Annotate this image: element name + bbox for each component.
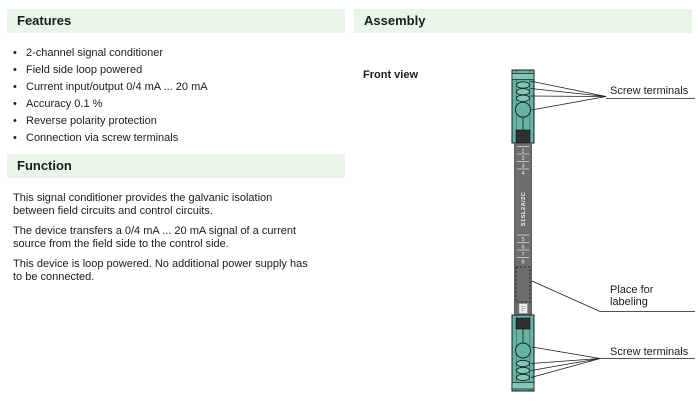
connector-block [516,318,530,329]
bullet-icon: • [13,47,17,59]
assembly-header [354,9,692,33]
list-item [13,79,343,96]
feature-text: 2-channel signal conditioner [26,47,163,59]
callout-screw-terminals-top: Screw terminals [610,85,689,97]
feature-text: Current input/output 0/4 mA ... 20 mA [26,81,208,93]
terminal-number: 7 [521,251,525,258]
module-body [515,143,532,315]
wire-clamp [517,374,530,380]
function-title: Function [17,158,72,173]
features-header [7,9,345,33]
callout-line: Place for [610,284,654,296]
list-item [13,113,343,130]
terminal-number: 3 [521,163,525,170]
wire-clamp [517,82,530,88]
callout-place-for-labeling [610,284,653,308]
paragraph-line: to be connected. [13,270,95,283]
terminal-number: 5 [521,236,525,243]
paragraph [13,225,347,250]
top-end-cap [512,74,534,80]
front-view-label: Front view [363,69,419,81]
bullet-icon: • [13,132,17,144]
bullet-icon: • [13,81,17,93]
terminal-number: 1 [521,148,525,155]
features-title: Features [17,13,72,28]
bullet-icon: • [13,64,17,76]
wire-clamp [517,360,530,366]
wire-clamp [517,95,530,101]
terminal-number: 4 [521,170,525,177]
feature-text: Field side loop powered [26,64,143,76]
feature-text: Reverse polarity protection [26,115,157,127]
bottom-terminal-housing [512,315,534,391]
features-list [13,45,343,147]
screw-head [516,343,531,358]
list-item [13,130,343,147]
callout-line: labeling [610,296,648,308]
paragraph [13,258,347,283]
bullet-icon: • [13,98,17,110]
paragraph [13,192,347,217]
function-text [13,192,347,292]
paragraph-line: source from the field side to the control side. [13,237,229,250]
feature-text: Connection via screw terminals [26,132,179,144]
screw-head [516,102,531,117]
feature-text: Accuracy 0.1 % [26,98,103,110]
bottom-end-cap [512,383,534,390]
list-item [13,96,343,113]
paragraph-line: The device transfers a 0/4 mA ... 20 mA signal of a current [13,225,297,238]
terminal-number: 6 [521,244,525,251]
function-header [7,154,345,178]
paragraph-line: between field circuits and control circuits. [13,204,213,217]
callout-screw-terminals-bottom: Screw terminals [610,346,689,358]
model-label: S1SL2A/2C [521,191,527,227]
list-item [13,45,343,62]
list-item [13,62,343,79]
connector-block [516,130,530,143]
paragraph-line: This device is loop powered. No additional power supply has [13,258,308,271]
assembly-title: Assembly [364,13,426,28]
wire-clamp [517,89,530,95]
callout-leader-lines [530,81,695,378]
bullet-icon: • [13,115,17,127]
terminal-number: 8 [521,259,525,266]
terminal-number: 2 [521,155,525,162]
approval-label [519,304,528,314]
wire-clamp [517,367,530,373]
paragraph-line: This signal conditioner provides the galvanic isolation [13,192,273,204]
